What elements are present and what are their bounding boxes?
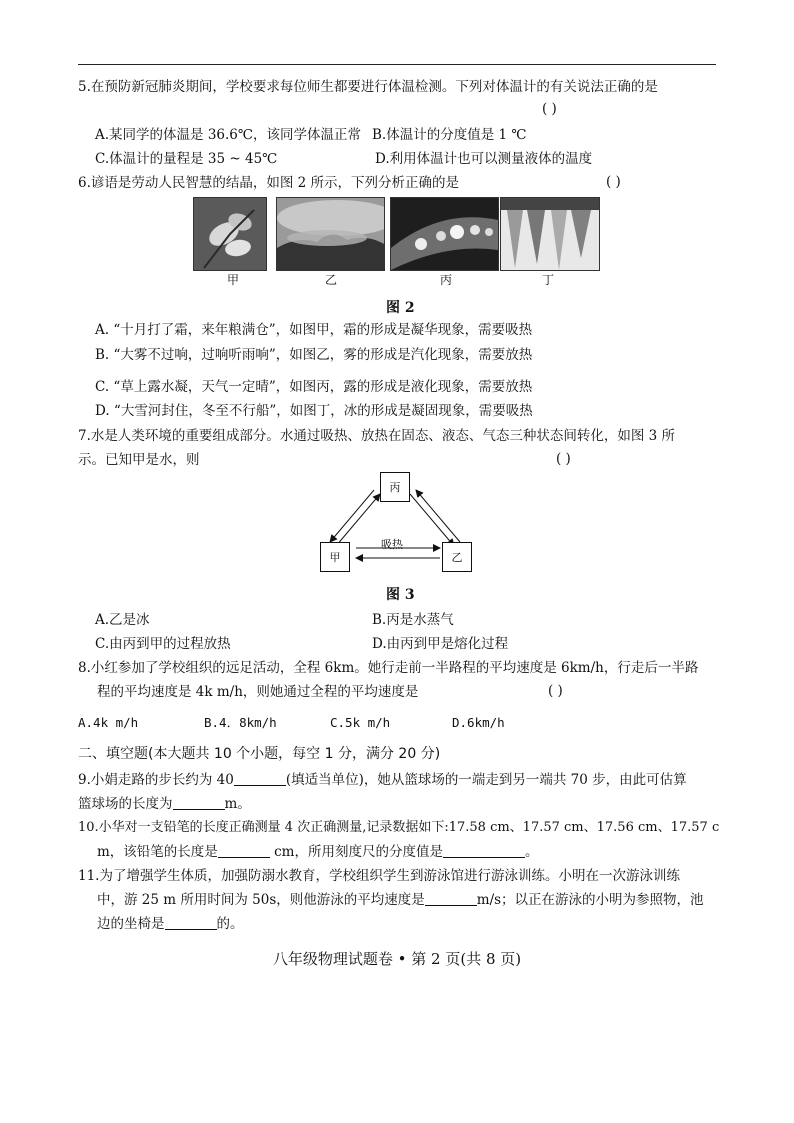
state-box-yi: 乙 <box>442 542 472 572</box>
photo-label-ding: 丁 <box>542 273 555 287</box>
state-box-jia: 甲 <box>320 542 350 572</box>
q11-text-d: 的。 <box>216 916 244 932</box>
q11-text-b: m/s；以正在游泳的小明为参照物，池 <box>476 892 704 908</box>
fog-photo <box>276 197 385 271</box>
q8-option-b: B.4．8km/h <box>204 715 277 730</box>
q5-option-c: C.体温计的量程是 35 ~ 45℃ <box>95 151 278 167</box>
q11-line2 <box>97 891 704 909</box>
q10-blank-length[interactable] <box>218 843 270 858</box>
q9-line1 <box>78 771 687 789</box>
q5-option-a: A.某同学的体温是 36.6℃，该同学体温正常 <box>95 127 361 143</box>
q9-text-d: m。 <box>224 796 251 812</box>
q7-option-a: A.乙是冰 <box>95 612 150 628</box>
q11-text-a: 中，游 25 m 所用时间为 50s，则他游泳的平均速度是 <box>97 892 425 908</box>
q11-blank-speed[interactable] <box>425 891 477 906</box>
q8-answer-paren: ( ) <box>548 683 563 699</box>
photo-label-jia: 甲 <box>227 273 240 287</box>
q6-option-b: B. “大雾不过响，过响听雨响”，如图乙，雾的形成是汽化现象，需要放热 <box>95 347 533 363</box>
q9-text-a: 9.小娟走路的步长约为 40 <box>78 772 234 788</box>
q8-stem-line2: 程的平均速度是 4k m/h，则她通过全程的平均速度是 <box>97 684 419 700</box>
q9-blank-length[interactable] <box>173 795 225 810</box>
q8-stem-line1: 8.小红参加了学校组织的远足活动，全程 6km。她行走前一半路程的平均速度是 6km/h，行走后一半路 <box>78 660 699 676</box>
q5-option-d: D.利用体温计也可以测量液体的温度 <box>375 151 593 167</box>
photo-label-yi: 乙 <box>325 273 338 287</box>
q8-option-c: C.5k m/h <box>330 715 391 730</box>
page-footer: 八年级物理试题卷 • 第 2 页(共 8 页) <box>272 950 522 968</box>
figure-3-caption: 图 3 <box>386 587 415 603</box>
q9-line2 <box>78 795 251 813</box>
q5-stem: 5.在预防新冠肺炎期间，学校要求每位师生都要进行体温检测。下列对体温计的有关说法正确的是 <box>78 79 658 95</box>
q11-text-c: 边的坐椅是 <box>97 916 165 932</box>
q9-text-b: (填适当单位)，她从篮球场的一端走到另一端共 70 步，由此可估算 <box>285 772 687 788</box>
q9-blank-unit[interactable] <box>234 771 286 786</box>
state-box-bing: 丙 <box>380 472 410 502</box>
q7-stem-line1: 7.水是人类环境的重要组成部分。水通过吸热、放热在固态、液态、气态三种状态间转化，如图 3 所 <box>78 428 676 444</box>
q11-line1: 11.为了增强学生体质，加强防溺水教育，学校组织学生到游泳馆进行游泳训练。小明在一次游泳训练 <box>78 868 680 884</box>
arrow-label-absorb-heat: 吸热 <box>381 538 403 551</box>
icicles-photo <box>500 197 600 271</box>
q7-option-d: D.由丙到甲是熔化过程 <box>372 636 509 652</box>
q5-option-b: B.体温计的分度值是 1 ℃ <box>372 127 527 143</box>
q7-option-b: B.丙是水蒸气 <box>372 612 454 628</box>
photo-label-bing: 丙 <box>440 273 453 287</box>
q7-option-c: C.由丙到甲的过程放热 <box>95 636 231 652</box>
q6-option-c: C. “草上露水凝，天气一定晴”，如图丙，露的形成是液化现象，需要放热 <box>95 379 533 395</box>
q10-text-c: 。 <box>524 844 539 860</box>
header-rule <box>78 64 716 65</box>
q6-option-d: D. “大雪河封住，冬至不行船”，如图丁，冰的形成是凝固现象，需要吸热 <box>95 403 533 419</box>
q8-option-d: D.6km/h <box>452 715 505 730</box>
q10-text-a: m，该铅笔的长度是 <box>97 844 218 860</box>
q9-text-c: 篮球场的长度为 <box>78 796 173 812</box>
q5-answer-paren: ( ) <box>542 101 557 117</box>
q10-blank-division[interactable] <box>443 843 525 858</box>
section-2-heading: 二、填空题(本大题共 10 个小题，每空 1 分，满分 20 分) <box>78 746 441 762</box>
q10-text-b: cm，所用刻度尺的分度值是 <box>269 844 443 860</box>
q7-stem-line2: 示。已知甲是水，则 <box>78 452 200 468</box>
q10-line1: 10.小华对一支铅笔的长度正确测量 4 次正确测量,记录数据如下:17.58 cm、17.57 cm、17.56 cm、17.57 c <box>78 820 720 835</box>
q11-blank-motion[interactable] <box>165 915 217 930</box>
q11-line3 <box>97 915 244 933</box>
frost-leaf-photo <box>193 197 267 271</box>
q8-option-a: A.4k m/h <box>78 715 139 730</box>
q6-option-a: A. “十月打了霜，来年粮满仓”，如图甲，霜的形成是凝华现象，需要吸热 <box>95 322 533 338</box>
q6-answer-paren: ( ) <box>606 174 621 190</box>
q7-answer-paren: ( ) <box>556 451 571 467</box>
q10-line2 <box>97 843 538 861</box>
figure-2-caption: 图 2 <box>386 300 415 316</box>
dew-leaf-photo <box>390 197 499 271</box>
q6-stem: 6.谚语是劳动人民智慧的结晶，如图 2 所示，下列分析正确的是 <box>78 175 460 191</box>
